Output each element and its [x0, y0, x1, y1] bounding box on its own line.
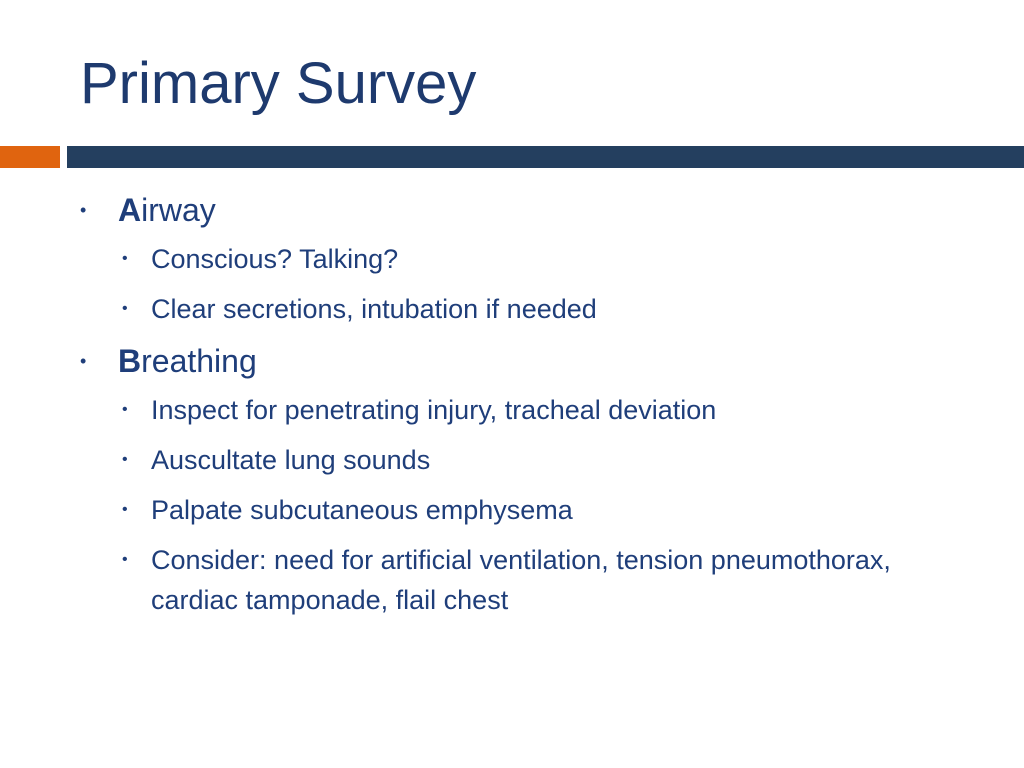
bullet-dot: • — [122, 401, 128, 418]
bullet-breathing — [80, 339, 980, 383]
list-item — [80, 289, 980, 329]
breathing-subitems — [80, 390, 980, 620]
list-item-text: Clear secretions, intubation if needed — [151, 294, 597, 324]
list-item — [80, 440, 980, 480]
list-item-text: Inspect for penetrating injury, tracheal deviation — [151, 395, 717, 425]
airway-initial: A — [118, 192, 142, 228]
list-item — [80, 490, 980, 530]
bullet-dot: • — [122, 551, 128, 568]
list-item-text: Auscultate lung sounds — [151, 445, 431, 475]
list-item-text: Conscious? Talking? — [151, 244, 399, 274]
slide-body — [80, 188, 980, 630]
list-item-text: Palpate subcutaneous emphysema — [151, 495, 573, 525]
list-item — [80, 239, 980, 279]
bullet-dot: • — [122, 300, 128, 317]
bullet-dot: • — [80, 351, 87, 371]
list-item — [80, 390, 980, 430]
title-accent-bar-navy — [67, 146, 1024, 168]
bullet-dot: • — [80, 200, 87, 220]
bullet-airway — [80, 188, 980, 232]
list-item — [80, 540, 980, 620]
breathing-initial: B — [118, 343, 142, 379]
airway-label: irway — [141, 192, 216, 228]
bullet-dot: • — [122, 451, 128, 468]
airway-subitems — [80, 239, 980, 329]
breathing-label: reathing — [141, 343, 257, 379]
slide-title: Primary Survey — [80, 51, 477, 116]
title-accent-bar-orange — [0, 146, 60, 168]
bullet-dot: • — [122, 250, 128, 267]
list-item-text: Consider: need for artificial ventilation, tension pneumothorax, cardiac tamponade, flail chest — [151, 545, 891, 615]
bullet-dot: • — [122, 501, 128, 518]
